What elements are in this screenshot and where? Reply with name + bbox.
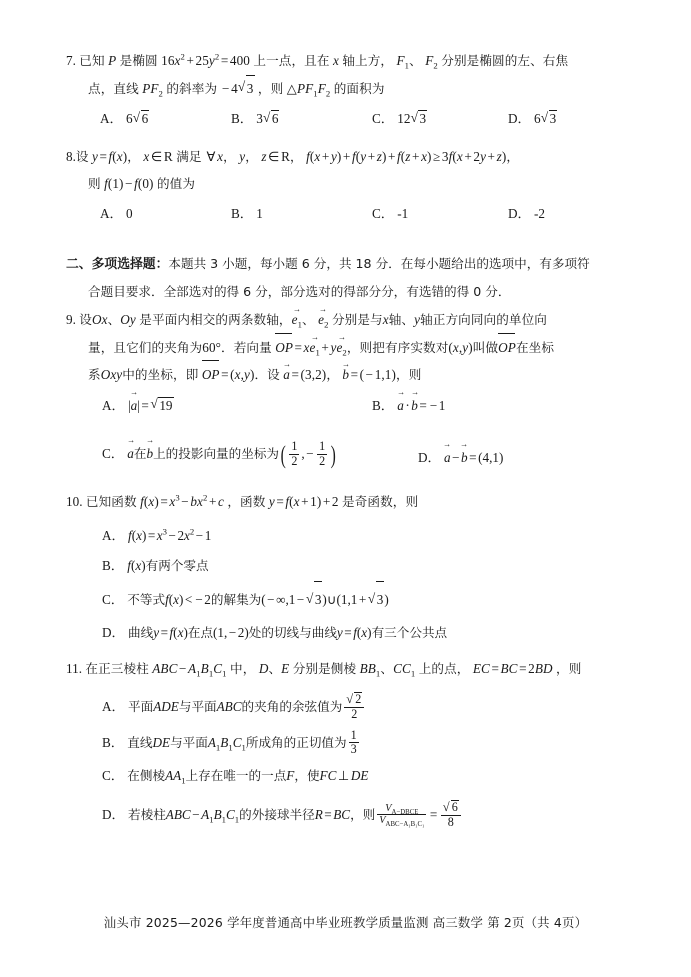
- q9-vector-a: a →: [283, 362, 290, 389]
- q10-option-d-curve-1: y = f(x): [153, 625, 188, 640]
- section-two-title: 多项选择题：: [91, 257, 169, 272]
- q8-inequality: f(x + y) + f(y + z) + f(z + x) ≥ 3f(x + 2y + z): [306, 149, 507, 164]
- q9-option-d-value: a → − b → = (4,1): [444, 450, 503, 465]
- q10-text-a: 已知函数: [85, 493, 137, 509]
- question-9-options-row-2: [66, 441, 628, 475]
- q10-option-b-text: 有两个零点: [145, 558, 209, 573]
- q7-ellipse-equation: $16x^2 + 25y^2 = 400$: [161, 51, 250, 68]
- q8-option-d-value: -2: [534, 206, 546, 221]
- q9-optc-text-1: 在: [133, 445, 147, 461]
- q10-option-d-point: (1, − 2): [213, 625, 249, 640]
- q9-dun-2: 、: [302, 312, 315, 327]
- q11-dun-1: 、: [268, 661, 282, 676]
- q10-option-d-text-3: 处的切线与曲线: [248, 625, 337, 640]
- question-7-stem-line-2: [66, 75, 628, 103]
- q8-domain-x: x ∈ R: [143, 149, 173, 164]
- q9-text-j: 在坐标: [515, 339, 555, 355]
- q11-text-d: 上的点，: [418, 661, 470, 676]
- q7-slope-value: − 4 √ 3: [221, 81, 255, 96]
- q9-text-l: 中的坐标，即: [122, 367, 199, 382]
- q11-option-d-result: √ $\frac{6}{8}$: [441, 800, 461, 829]
- q8-comma-3: ，: [245, 149, 258, 164]
- q11-dun-2: 、: [380, 661, 394, 676]
- q10-option-c-inequality: f(x) < − 2: [165, 592, 211, 607]
- q10-option-c[interactable]: C． 不等式f(x) < − 2的解集为( − ∞,1 − √ 3)∪(1,1 + √ 3): [66, 581, 628, 618]
- q10-option-d-text-1: 曲线: [128, 625, 154, 640]
- q9-vector-OP-2: OP: [498, 334, 516, 362]
- q8-option-b[interactable]: B． 1: [231, 206, 263, 221]
- q7-stem-text-i: 的面积为: [333, 80, 385, 96]
- q9-system-Oxy: Oxy: [100, 367, 123, 382]
- q10-option-d-curve-2: y = f(x): [336, 625, 372, 640]
- q11-option-d-text-2: 的外接球半径: [239, 806, 315, 822]
- q7-dun-1: 、: [409, 53, 422, 68]
- q10-option-a[interactable]: A． $f(x) = x^3 - 2x^2 - 1$: [102, 526, 212, 543]
- q7-option-b-value: 3 √ 6: [256, 111, 279, 126]
- q8-option-d[interactable]: D． -2: [508, 206, 546, 221]
- q11-option-b-text-1: 直线: [127, 734, 153, 750]
- q9-text-g: ．若向量: [221, 339, 272, 355]
- q8-comma-5: ，: [506, 149, 520, 164]
- q7-stem-text-f: 点，直线: [88, 80, 139, 96]
- question-10-stem: [66, 489, 628, 516]
- q9-option-d[interactable]: D． a → − b → = (4,1): [418, 447, 503, 466]
- q9-text-b: 是平面内相交的两条数轴，: [139, 312, 292, 327]
- q11-option-b-fraction: $\frac{1}{3}$: [350, 727, 357, 757]
- q9-vector-b: b →: [342, 362, 349, 389]
- question-8-options: [66, 203, 628, 231]
- q7-stem-text-c: 上一点，且在: [253, 53, 330, 68]
- q7-stem-text-b: 是椭圆: [119, 53, 158, 68]
- question-9-stem-line-3: [66, 361, 628, 389]
- q11-plane-ADE: ADE: [153, 698, 179, 714]
- q9-axis-x: x: [382, 312, 389, 327]
- q11-perp-condition: FC ⊥ DE: [319, 767, 369, 783]
- q10-option-a-value: $f(x) = x^3 - 2x^2 - 1$: [128, 526, 212, 543]
- q9-option-a[interactable]: A． |a →| = √ 19: [102, 395, 174, 414]
- question-8-stem-line-1: [66, 144, 628, 171]
- question-7: [66, 48, 628, 136]
- q11-plane-ABC: ABC: [216, 698, 242, 714]
- q10-function-y: y = f(x + 1) + 2: [268, 493, 339, 509]
- q7-stem-text-e: 分别是椭圆的左、右焦: [441, 53, 569, 68]
- q9-axis-Oy: Oy: [120, 312, 136, 327]
- q9-optc-frac-1: $\frac{1}{2}$: [291, 439, 298, 468]
- q11-option-c-text-3: ，使: [294, 767, 320, 783]
- q8-comma-2: ，: [223, 149, 236, 164]
- page-footer: 汕头市 2025—2026 学年度普通高中毕业班教学质量监测 高三数学 第 2页（共 4页）: [103, 915, 588, 930]
- question-10: [66, 489, 628, 649]
- q9-text-a: 设: [79, 312, 92, 327]
- q10-option-c-text-2: 的解集为: [210, 592, 262, 607]
- q8-option-a[interactable]: A． 0: [100, 206, 133, 221]
- q10-option-d-text-2: 在点: [187, 625, 214, 640]
- section-two-line-2: [66, 279, 628, 306]
- question-10-number: 10.: [66, 493, 83, 509]
- question-8: [66, 144, 628, 231]
- q8-comma-4: ，: [290, 149, 303, 164]
- q9-axis-y: y: [414, 312, 421, 327]
- q7-option-c-value: 12 √ 3: [397, 111, 427, 126]
- q7-option-c[interactable]: C． 12 √ 3: [372, 108, 427, 127]
- q9-option-a-value: |a →| = √ 19: [128, 398, 174, 413]
- question-7-number: 7.: [66, 53, 76, 68]
- q9-unit-vector-e2: $e_2$ →: [318, 307, 328, 334]
- q9-vector-b-value: = ( − 1,1): [350, 367, 396, 382]
- q7-option-d-value: 6 √ 3: [534, 111, 557, 126]
- question-11: [66, 656, 628, 839]
- section-two-marker: 二、: [66, 257, 92, 272]
- question-9: [66, 307, 628, 475]
- q9-text-m: ．设: [254, 367, 280, 382]
- q11-option-d-equals: =: [429, 806, 438, 822]
- q7-stem-text-a: 已知: [79, 53, 105, 68]
- q11-option-a[interactable]: A． 平面ADE与平面ABC的夹角的余弦值为 √ $\frac{2}{2}$: [66, 689, 628, 725]
- q11-option-d-radius: R = BC: [314, 806, 351, 822]
- q11-option-b-text-3: 所成角的正切值为: [245, 734, 347, 750]
- q7-stem-text-g: 的斜率为: [166, 80, 218, 96]
- q9-dun-1: 、: [107, 312, 121, 327]
- q9-text-d: 轴、: [388, 312, 415, 327]
- q11-option-d-prism: ABC − $A_1B_1C_1$: [165, 806, 240, 825]
- q10-function-f: $f(x) = x^3 - bx^2 + c$: [140, 492, 224, 509]
- q8-expression: f(1) − f(0): [104, 175, 154, 191]
- q9-text-f: 量，且它们的夹角为: [88, 339, 203, 355]
- q9-text-e: 轴正方向同向的单位向: [420, 312, 547, 327]
- q7-point-P: P: [108, 53, 117, 68]
- q10-option-b-func: f(x): [127, 558, 146, 573]
- q11-prism-label: ABC − $A_1B_1C_1$: [152, 661, 227, 679]
- q11-condition: EC = BC = 2BD: [472, 661, 553, 676]
- q8-option-a-value: 0: [126, 206, 133, 221]
- q9-optc-text-2: 上的投影向量的坐标为: [153, 445, 279, 461]
- q9-vector-a-value: = (3,2): [291, 367, 327, 382]
- q11-point-E: E: [281, 661, 290, 676]
- q11-text-e: ，则: [556, 661, 582, 676]
- q10-text-c: 是奇函数，则: [342, 493, 419, 509]
- q9-ordered-pair: (x,y): [448, 339, 473, 355]
- q9-vector-OP-1: OP: [275, 334, 293, 362]
- q7-focus-F1: $F_1$: [396, 53, 410, 71]
- q11-option-d-text-3: ，则: [350, 806, 376, 822]
- q9-text-n: ，则: [396, 367, 422, 382]
- q10-option-b[interactable]: B． f(x)有两个零点: [102, 558, 209, 573]
- question-7-options: [66, 108, 628, 136]
- q11-point-F: F: [286, 767, 295, 783]
- q10-text-b: ，函数: [227, 493, 266, 509]
- question-11-number: 11.: [66, 661, 82, 676]
- q10-option-c-solution-set: ( − ∞,1 − √ 3)∪(1,1 + √ 3): [261, 592, 389, 607]
- q11-option-d[interactable]: D． 若棱柱ABC − $A_1B_1C_1$的外接球半径R = BC，则 $\frac{V_{A-DBCE}}{V_{ABC-A_1B_1C_1}}$ = √ $\frac{6}{8}$: [66, 791, 628, 839]
- q10-option-c-text-1: 不等式: [127, 592, 166, 607]
- q9-vector-OP-3: OP: [202, 361, 220, 389]
- q11-plane-A1B1C1: $A_1B_1C_1$: [207, 734, 246, 753]
- q7-option-a[interactable]: A． 6 √ 6: [100, 108, 149, 127]
- q11-option-b[interactable]: B． 直线DE与平面$A_1B_1C_1$所成角的正切值为 $\frac{1}{3}$: [102, 727, 357, 757]
- question-8-stem-line-2: [66, 171, 628, 198]
- q9-vector-OP-eq: = $xe_1$ → + $ye_2$ →: [293, 340, 347, 355]
- question-11-stem: [66, 656, 628, 683]
- section-two-line-1: [66, 251, 628, 279]
- section-two-desc-2: 合题目要求．全部选对的得 6 分，部分选对的得部分分，有选错的得 0 分．: [88, 283, 511, 299]
- q9-text-k: 系: [88, 367, 101, 382]
- q11-edge-CC1: $CC_1$: [393, 661, 416, 679]
- q9-optc-frac-2: $\frac{1}{2}$: [319, 439, 326, 468]
- q11-option-d-volume-ratio: $\frac{V_{A-DBCE}}{V_{ABC-A_1B_1C_1}}$: [379, 802, 425, 829]
- q7-stem-text-d: 轴上方，: [342, 53, 394, 68]
- q9-comma-1: ，: [326, 367, 340, 382]
- q11-edge-AA1: $AA_1$: [165, 767, 186, 786]
- q8-stem-text-d: 的值为: [156, 175, 196, 191]
- question-9-stem-line-1: [66, 307, 628, 334]
- q7-axis-x: x: [332, 53, 339, 68]
- q7-option-d[interactable]: D． 6 √ 3: [508, 108, 557, 127]
- q9-angle-value: 60°: [202, 339, 222, 355]
- q11-text-b: 中，: [230, 661, 256, 676]
- q11-option-a-fraction: √ $\frac{2}{2}$: [344, 692, 364, 721]
- q11-line-DE: DE: [152, 734, 171, 750]
- q10-option-d-text-4: 有三个公共点: [371, 625, 448, 640]
- page-content: [66, 48, 628, 841]
- q11-option-a-text-2: 与平面: [178, 698, 217, 714]
- q9-unit-vector-e1: $e_1$ →: [292, 307, 302, 334]
- q8-forall-x: ∀ x: [206, 149, 224, 164]
- q11-option-a-text-1: 平面: [128, 698, 154, 714]
- q8-stem-text-b: 满足: [176, 149, 202, 164]
- q8-function-def: y = f(x): [92, 149, 128, 164]
- q9-axis-Ox: Ox: [92, 312, 108, 327]
- q9-optc-vector-b: b →: [146, 446, 153, 462]
- question-9-options-row-1: [66, 395, 628, 429]
- q8-comma-1: ，: [127, 149, 140, 164]
- q8-domain-z: z ∈ R: [261, 149, 291, 164]
- q9-option-b-value: a → · b → = − 1: [397, 398, 445, 413]
- q9-text-c: 分别是与: [331, 312, 383, 327]
- q7-line-PF2: $PF_2$: [142, 80, 163, 99]
- q7-option-a-value: 6 √ 6: [126, 111, 149, 126]
- section-two-desc-1: 本题共 3 小题，每小题 6 分，共 18 分．在每小题给出的选项中，有多项符: [168, 256, 590, 271]
- q8-stem-text-a: 设: [75, 149, 89, 164]
- q8-stem-text-c: 则: [88, 175, 101, 191]
- q11-point-D: D: [258, 661, 269, 676]
- q7-option-b[interactable]: B． 3 √ 6: [231, 108, 279, 127]
- question-8-number: 8.: [66, 149, 76, 164]
- q9-option-c[interactable]: C． a →在b →上的投影向量的坐标为( $\frac{1}{2}$ , − $\frac{1}{2}$ ): [102, 441, 338, 469]
- q11-option-d-text-1: 若棱柱: [128, 806, 166, 822]
- q8-var-y: y: [239, 149, 246, 164]
- q9-OP-coords: = (x,y): [221, 367, 255, 382]
- q11-option-a-text-3: 的夹角的余弦值为: [241, 698, 343, 714]
- q11-option-c-text-1: 在侧棱: [127, 767, 166, 783]
- q10-option-d[interactable]: D． 曲线y = f(x)在点(1, − 2)处的切线与曲线y = f(x)有三个公共点: [102, 625, 448, 640]
- question-7-stem-line-1: [66, 48, 628, 75]
- question-9-number: 9.: [66, 312, 76, 327]
- q8-option-b-value: 1: [256, 206, 263, 221]
- q9-optc-vector-a: a →: [127, 446, 134, 462]
- q11-option-b-text-2: 与平面: [170, 734, 208, 750]
- q9-text-i: 叫做: [472, 339, 499, 355]
- q7-stem-text-h: ，则: [257, 80, 284, 96]
- section-two-heading: [66, 251, 628, 305]
- q8-option-c[interactable]: C． -1: [372, 206, 409, 221]
- q7-triangle-expr: $\triangle PF_1F_2$: [286, 80, 331, 99]
- q9-text-h: ，则把有序实数对: [346, 339, 449, 355]
- q11-option-c[interactable]: C． 在侧棱$AA_1$上存在唯一的一点F，使FC ⊥ DE: [102, 767, 369, 786]
- q11-edge-BB1: $BB_1$: [359, 661, 381, 679]
- q8-option-c-value: -1: [397, 206, 409, 221]
- q7-focus-F2: $F_2$: [425, 53, 438, 71]
- q9-option-b[interactable]: B． a → · b → = − 1: [372, 395, 445, 414]
- q11-text-c: 分别是侧棱: [292, 661, 357, 676]
- q11-text-a: 在正三棱柱: [85, 661, 149, 676]
- q11-option-c-text-2: 上存在唯一的一点: [185, 767, 287, 783]
